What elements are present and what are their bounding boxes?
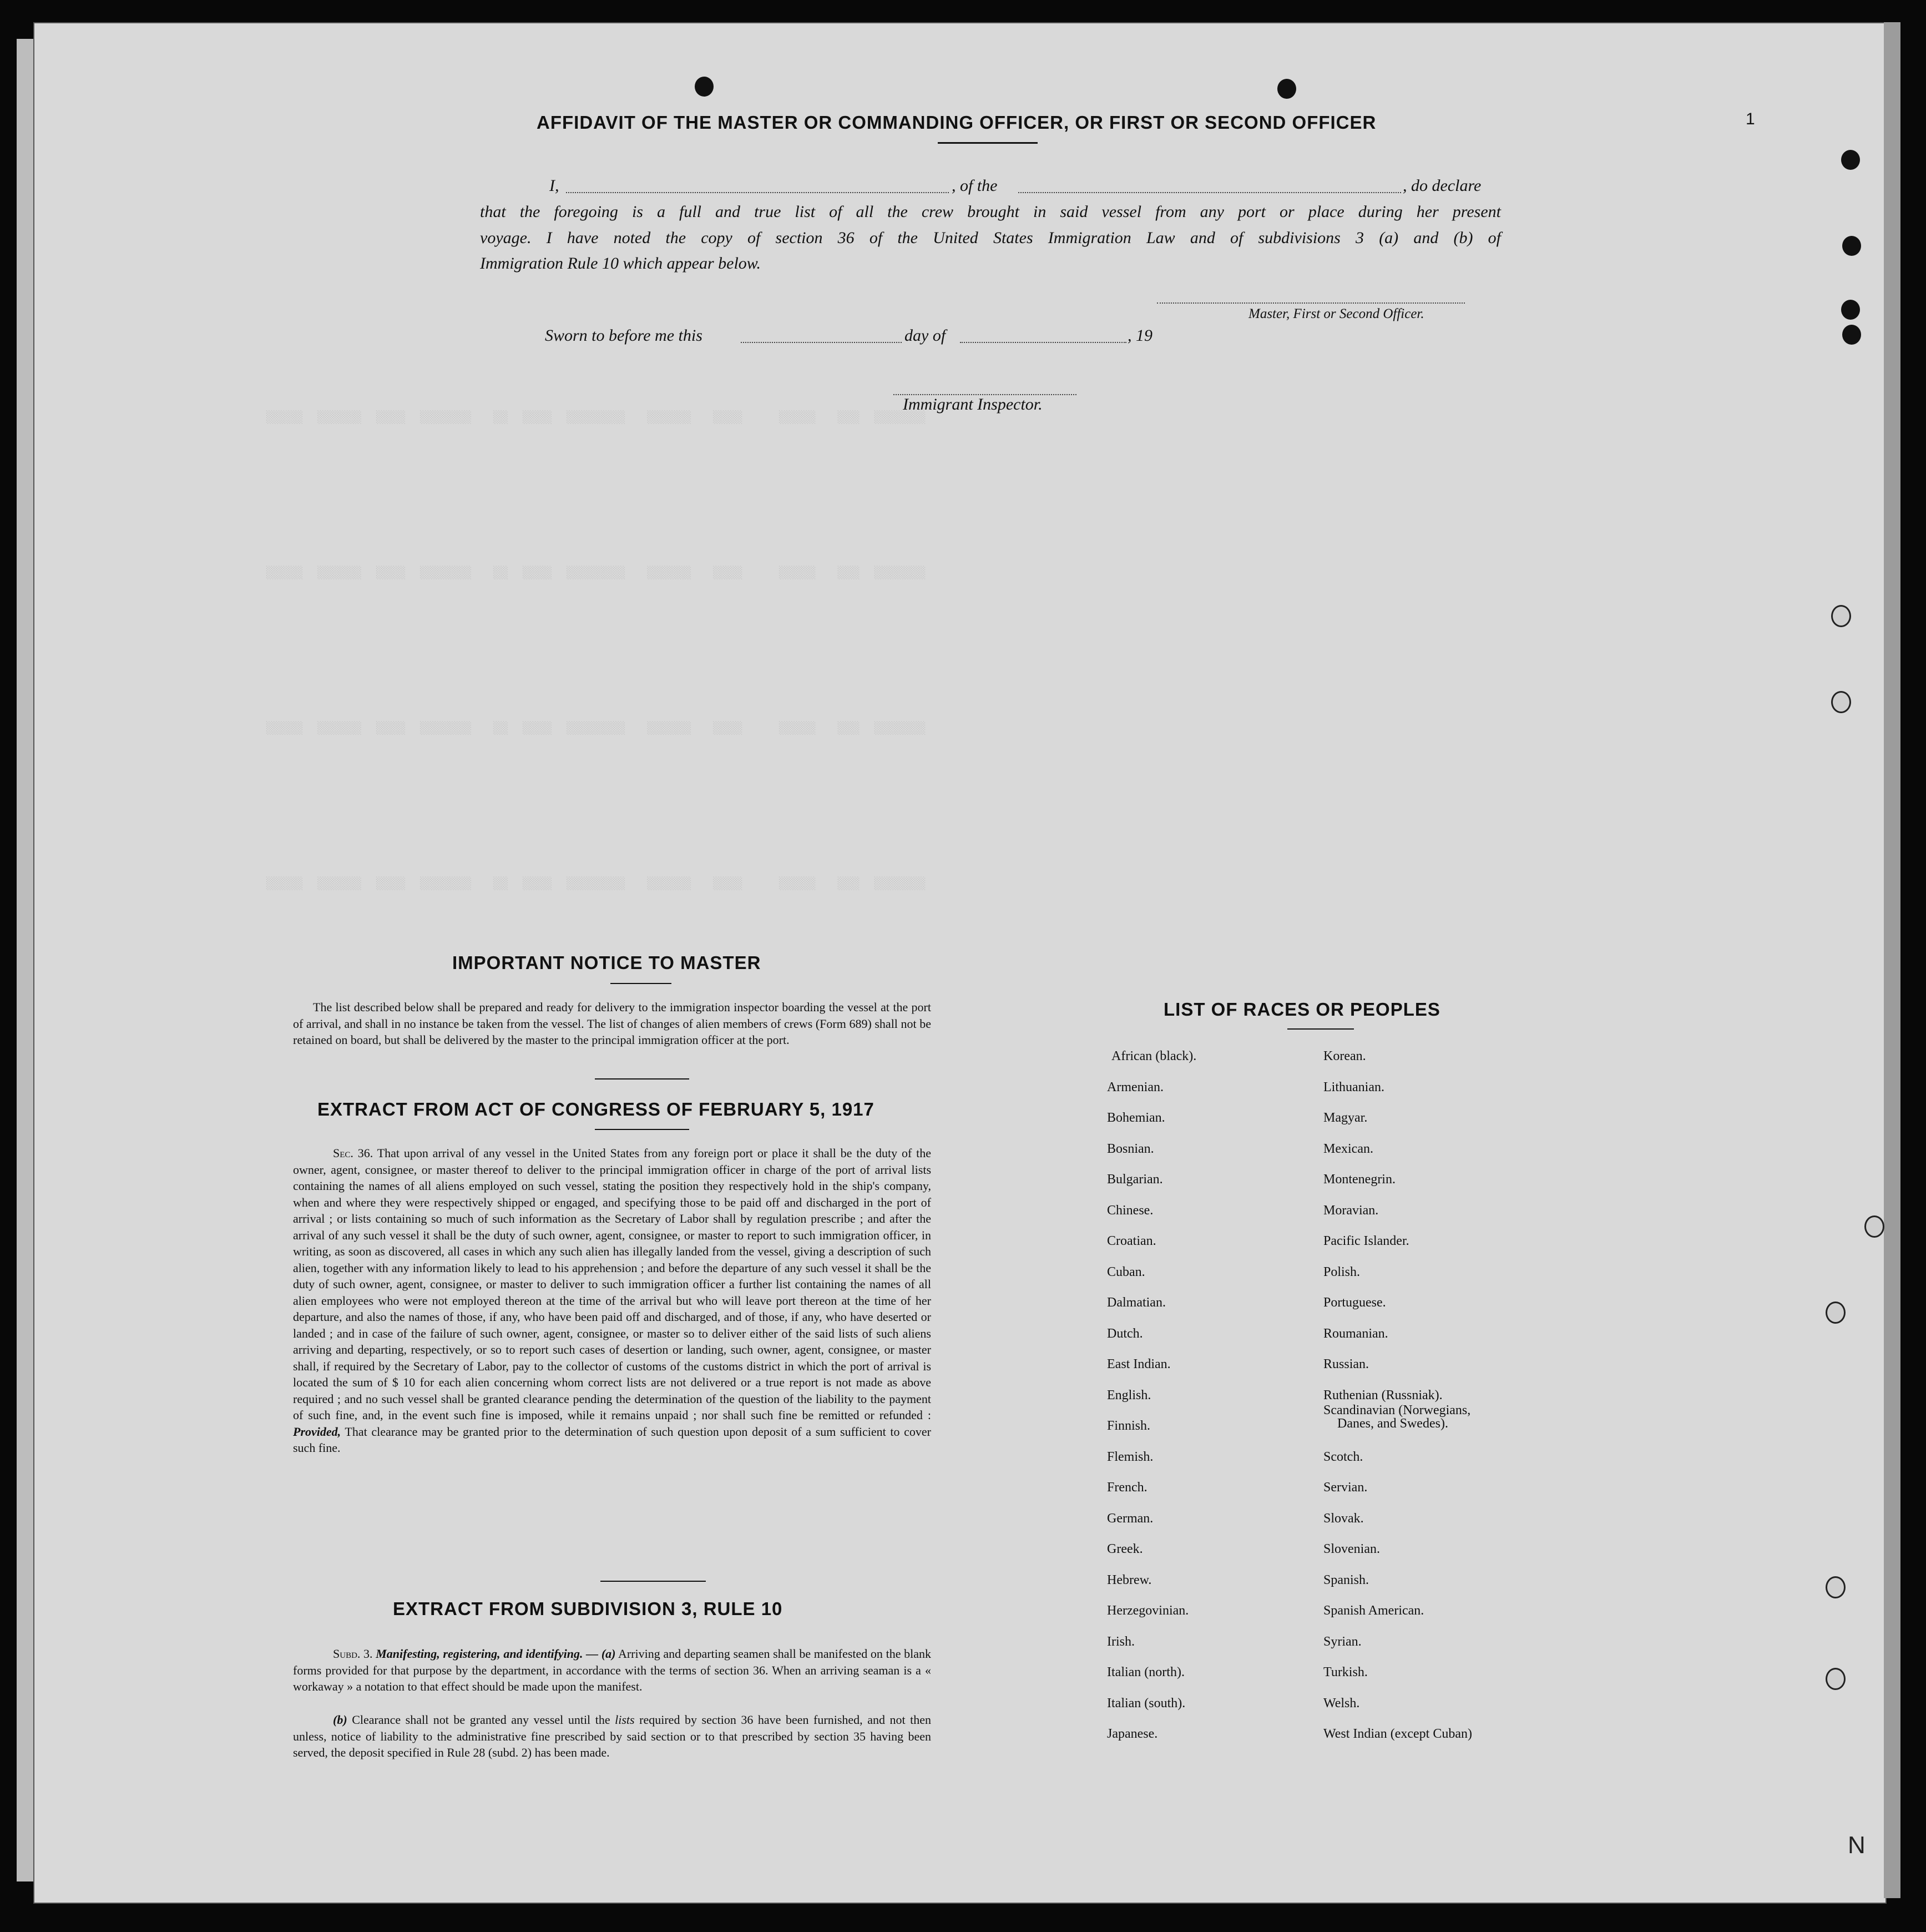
bleed-through-texture: ░░░░░ ░░░░░░ ░░░░ ░░░░░░░ ░░ ░░░░ ░░░░░░░░ ░░░░░░ ░░░░ ░░░░░ ░░░ ░░░░░░░ <box>266 877 926 891</box>
rule-subd-a <box>293 1646 931 1695</box>
act-body: That upon arrival of any vessel in the United States from any foreign port or place it shall be the duty of the owner, agent, consignee, or master thereof to deliver to the principal immigration officer in charge of the port of arrival lists containing the names of all aliens employed on such vessel, stating the position they respectively hold in the ship's company, when and where they were respectively shipped or engaged, and specifying those to be paid off and discharged in the port of arrival ; or lists containing so much of such information as the Secretary of Labor shall by regulation prescribe ; and after the arrival of any such vessel it shall be the duty of such owner, agent, consignee, or master to report to such immigration officer, in writing, as soon as discovered, all cases in which any such alien has illegally landed from the vessel, giving a description of such alien, together with any information likely to lead to his apprehension ; and before the departure of any such vessel it shall be the duty of such owner, agent, consignee, or master to deliver to such immigration officer a further list containing the names of all alien employees who were not employed thereon at the time of the arrival but who will leave port thereon at the time of her departure, and also the names of those, if any, who have been paid off and discharged, and of those, if any, who have deserted or landed ; and in case of the failure of such owner, agent, consignee, or master so to deliver either of the said lists of such aliens arriving and departing, respectively, or so to report such cases of desertion or landing, such owner, agent, consignee, or master shall, if required by the Secretary of Labor, pay to the collector of customs of the customs district in which the port of arrival is located the sum of $ 10 for each alien concerning whom correct lists are not delivered or a true report is not made as above required ; and no such vessel shall be granted clearance pending the determination of the question of the liability to the payment of such fine, and, in the event such fine is imposed, while it remains unpaid ; nor shall such fine be remitted or refunded : <box>293 1146 931 1422</box>
binder-ring <box>1831 605 1851 627</box>
binder-ring <box>1831 691 1851 713</box>
race-item: Bosnian. <box>1107 1141 1154 1156</box>
affidavit-i: I, <box>549 176 559 195</box>
race-item: Danes, and Swedes). <box>1337 1416 1448 1431</box>
race-item: Montenegrin. <box>1323 1172 1396 1187</box>
race-item: Spanish. <box>1323 1572 1369 1587</box>
race-item: Japanese. <box>1107 1727 1158 1741</box>
punch-hole <box>1277 79 1296 99</box>
bleed-through-texture: ░░░░░ ░░░░░░ ░░░░ ░░░░░░░ ░░ ░░░░ ░░░░░░░░ ░░░░░░ ░░░░ ░░░░░ ░░░ ░░░░░░░ <box>266 566 926 580</box>
act-title: EXTRACT FROM ACT OF CONGRESS OF FEBRUARY 5, 1917 <box>317 1099 874 1119</box>
rule-title: EXTRACT FROM SUBDIVISION 3, RULE 10 <box>393 1598 783 1619</box>
race-item: Scandinavian (Norwegians, <box>1323 1403 1471 1418</box>
act-provided: Provided, <box>293 1424 341 1439</box>
race-item: Mexican. <box>1323 1141 1373 1156</box>
bleed-through-texture: ░░░░░ ░░░░░░ ░░░░ ░░░░░░░ ░░ ░░░░ ░░░░░░░░ ░░░░░░ ░░░░ ░░░░░ ░░░ ░░░░░░░ <box>266 411 926 425</box>
race-item: Armenian. <box>1107 1080 1164 1094</box>
race-item: Flemish. <box>1107 1449 1154 1464</box>
year-label: , 19 <box>1128 326 1152 345</box>
race-item: Korean. <box>1323 1049 1366 1063</box>
affidavit-line-4: Immigration Rule 10 which appear below. <box>480 254 761 273</box>
race-item: Pacific Islander. <box>1323 1234 1409 1248</box>
race-item: Greek. <box>1107 1542 1143 1556</box>
race-item: West Indian (except Cuban) <box>1323 1727 1472 1741</box>
race-item: Servian. <box>1323 1480 1368 1495</box>
binder-ring <box>1826 1302 1846 1324</box>
race-item: Slovenian. <box>1323 1542 1380 1556</box>
rule-subd-b <box>293 1712 931 1761</box>
race-item: Hebrew. <box>1107 1572 1152 1587</box>
race-item: Bohemian. <box>1107 1111 1165 1125</box>
race-item: Portuguese. <box>1323 1295 1386 1310</box>
rule-subd-heading: Manifesting, registering, and identifying. <box>376 1647 583 1661</box>
vessel-blank[interactable] <box>1018 192 1401 193</box>
race-item: Syrian. <box>1323 1634 1362 1649</box>
sworn-day-blank[interactable] <box>741 342 902 343</box>
title-underline <box>938 142 1038 144</box>
notice-underline <box>610 983 671 984</box>
race-item: Croatian. <box>1107 1234 1156 1248</box>
punch-hole <box>1841 150 1860 170</box>
race-item: Polish. <box>1323 1264 1361 1279</box>
rule-b-text-1: Clearance shall not be granted any vessel until the <box>352 1713 610 1727</box>
race-item: East Indian. <box>1107 1357 1171 1371</box>
rule-b-label: (b) <box>333 1713 347 1727</box>
act-text <box>293 1145 931 1456</box>
races-title: LIST OF RACES OR PEOPLES <box>1164 999 1440 1020</box>
race-item: Turkish. <box>1323 1665 1368 1679</box>
notice-title: IMPORTANT NOTICE TO MASTER <box>452 952 761 973</box>
handwritten-mark: N <box>1848 1832 1866 1859</box>
affidavit-of-the: , of the <box>952 176 998 195</box>
rule-b-text-2: required by section 36 have been furnished, and not then unless, notice of liability to the administrative fine prescribed by said section or to that prescribed by section 35 having been served, the deposit specified in Rule 28 (subd. 2) has been made. <box>293 1713 932 1759</box>
affidavit-line-3: voyage. I have noted the copy of section 36 of the United States Immigration Law and of subdivisions 3 (a) and (b) of <box>480 229 1501 247</box>
race-item: Dutch. <box>1107 1326 1143 1341</box>
page-edge-right <box>1884 22 1900 1898</box>
day-of-label: day of <box>904 326 946 345</box>
rule-a-text: Arriving and departing seamen shall be manifested on the blank forms provided for that purpose by the department, in accordance with the terms of section 36. When an arriving seaman is a « workaway » a notation to that effect should be made upon the manifest. <box>293 1647 932 1693</box>
rule-subd: Subd. 3. <box>333 1647 373 1661</box>
notice-rule <box>595 1078 689 1080</box>
binder-ring <box>1864 1215 1884 1238</box>
affidavit-line-2: that the foregoing is a full and true list of all the crew brought in said vessel from any port or place during her present <box>480 203 1501 221</box>
punch-hole <box>1841 300 1860 320</box>
signature-blank[interactable] <box>1157 302 1465 304</box>
sworn-label: Sworn to before me this <box>545 326 702 345</box>
inspector-label: Immigrant Inspector. <box>903 395 1043 413</box>
race-item: French. <box>1107 1480 1147 1495</box>
race-item: Italian (north). <box>1107 1665 1185 1679</box>
race-item: Herzegovinian. <box>1107 1603 1189 1618</box>
race-item: Slovak. <box>1323 1511 1364 1526</box>
race-item: Irish. <box>1107 1634 1135 1649</box>
race-item: Finnish. <box>1107 1419 1151 1433</box>
rule-b-lists: lists <box>615 1713 635 1727</box>
affidavit-title: AFFIDAVIT OF THE MASTER OR COMMANDING OFFICER, OR FIRST OR SECOND OFFICER <box>537 112 1377 133</box>
name-blank[interactable] <box>566 192 949 193</box>
punch-hole <box>1842 236 1861 256</box>
race-item: Dalmatian. <box>1107 1295 1166 1310</box>
race-item: German. <box>1107 1511 1154 1526</box>
notice-text: The list described below shall be prepared and ready for delivery to the immigration inspector boarding the vessel at the port of arrival, and shall in no instance be taken from the vessel. The list of changes of alien members of crews (Form 689) shall not be retained on board, but shall be delivered by the master to the principal immigration officer at the port. <box>293 1000 931 1047</box>
race-item: African (black). <box>1111 1049 1197 1063</box>
act-section: Sec. 36. <box>333 1146 373 1160</box>
races-underline <box>1287 1028 1354 1030</box>
act-body-end: That clearance may be granted prior to the determination of such question upon deposit of a sum sufficient to cover such fine. <box>293 1424 931 1455</box>
rule-a-label: — (a) <box>586 1647 616 1661</box>
race-item: Magyar. <box>1323 1111 1368 1125</box>
race-item: Italian (south). <box>1107 1696 1186 1711</box>
binder-ring <box>1826 1576 1846 1598</box>
race-item: Lithuanian. <box>1323 1080 1384 1094</box>
race-item: Roumanian. <box>1323 1326 1388 1341</box>
race-item: Cuban. <box>1107 1264 1145 1279</box>
punch-hole <box>695 77 714 97</box>
race-item: Bulgarian. <box>1107 1172 1163 1187</box>
signer-label: Master, First or Second Officer. <box>1248 306 1424 321</box>
act-rule <box>600 1581 706 1582</box>
race-item: Welsh. <box>1323 1696 1360 1711</box>
race-item: Spanish American. <box>1323 1603 1424 1618</box>
affidavit-declare: , do declare <box>1403 176 1482 195</box>
punch-hole <box>1842 325 1861 345</box>
act-underline <box>595 1129 689 1130</box>
race-item: Ruthenian (Russniak). <box>1323 1388 1443 1403</box>
binder-ring <box>1826 1668 1846 1690</box>
race-item: English. <box>1107 1388 1151 1403</box>
corner-number: 1 <box>1746 110 1755 128</box>
document-sheet <box>33 22 1887 1904</box>
race-item: Moravian. <box>1323 1203 1379 1218</box>
race-item: Russian. <box>1323 1357 1369 1371</box>
bleed-through-texture: ░░░░░ ░░░░░░ ░░░░ ░░░░░░░ ░░ ░░░░ ░░░░░░░░ ░░░░░░ ░░░░ ░░░░░ ░░░ ░░░░░░░ <box>266 722 926 735</box>
race-item: Scotch. <box>1323 1449 1363 1464</box>
sworn-month-blank[interactable] <box>960 342 1126 343</box>
race-item: Chinese. <box>1107 1203 1154 1218</box>
